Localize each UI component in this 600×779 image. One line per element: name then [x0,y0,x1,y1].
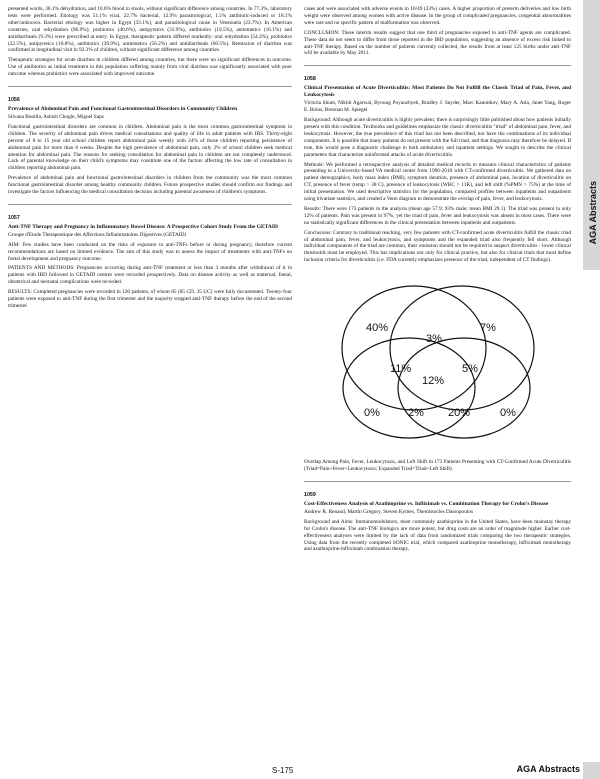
page-number: S-175 [272,766,294,775]
abstract-authors: Groupe d'Etude Therapeutique des Affections Inflammatoires Digestives (GETAID) [8,231,187,238]
abstract-body: Background: Although acute diverticulitis is highly prevalent, there is surprisingly little published about how patients initially present with this condition. Textbooks and guidelines emphasize the classic diverticulitis "triad" of abdominal pain, fever, and leukocytosis. However, the true prevalence of this triad has not been described, nor have the combinations of its individual components. It is possible that many patients do not present with the full triad, and that diagnosis may therefore be delayed. If true, this would pose a diagnostic challenge in both ambulatory and inpatient settings. We sought to describe the clinical parameters that characterize uninformed attacks of acute diverticulitis. [304,117,571,158]
right-intro-p1: cases and were associated with adverse events in 16/49 (33%) cases. A higher proportion of preterm deliveries and low birth weight were observed among women with active disease. In the group of complicated pregnancies, congenital abnormalities were rare and no specific pattern of malformation was observed. [304,6,571,26]
abstract-body: AIM: Few studies have been conducted on the risks of exposure to anti-TNFs before or during pregnancy, therefore current recommendations are based on limited evidence. The aim of this study was to assess the impact of treatments with anti-TNFs on foetal development and pregnancy outcome. [8,241,292,262]
abstract-body: Conclusions: Contrary to traditional teaching, very few patients with CT-confirmed acute diverticulitis fulfill the classic triad of abdominal pain, fever, and leukocytosis, and symptoms and the expanded triad also frequently fell short. Although individual components of the triad are common, their omission should not be required to suspect diverticulitis - lower clinical thresholds must be employed. This has implications not only for clinical practice, but also for clinical trials that must define inclusion criteria for diverticulitis (i.e. FDA currently emphasizes presence of the triad, independent of CT findings). [304,229,571,264]
venn-region-label: 2% [408,407,424,420]
abstract-number: 1057 [8,214,20,221]
abstract-number: 1058 [304,76,316,83]
venn-region-label: 7% [480,322,496,335]
venn-set-fever [390,286,534,410]
abstract-title: Prevalence of Abdominal Pain and Functional Gastrointestinal Disorders in Community Children [8,105,238,112]
page-footer [0,762,600,779]
abstract-body: Methods: We performed a retrospective analysis of detailed medical records to measure clinical characteristics of patients presenting to a University-based VA medical center from 1996-2010 with CT-confirmed diverticulitis. We gathered data on patient demographics, body mass index (BMI), symptom duration, presence of abdominal pain, location of diverticulitis on CT, presence of fever (temp > 38 C), presence of leukocytosis (WBC > 11K), and left shift (%PMN > 75%) at the time of initial presentation. We used descriptive statistics for the population, compared profiles between inpatients and outpatients using bivariate statistics, and created a Venn diagram to demonstrate the overlap of pain, fever, and leukocytosis. [304,161,571,203]
venn-region-label: 20% [448,407,471,420]
venn-set-leukocytosis [343,333,475,438]
abstract-number: 1059 [304,492,316,498]
venn-region-label: 11% [390,363,412,376]
footer-bar [583,762,600,779]
abstract-body: Functional gastrointestinal disorders are common in children. Abdominal pain is the most common gastrointestinal symptom in children. The severity of abdominal pain drives medical consultations and quality of life in adult patients with IBS. Thirty-eight percent of 8 to 15 year old school children report abdominal pain weekly with 24% of those children reporting persistence of abdominal pain for more than 8 weeks. Despite the high prevalence of abdominal pain, only 2% of school children seek medical attention for abdominal pain. The reasons for seeking consultation for abdominal pain in children are not completely understood. Lack of parental knowledge on their child's symptoms may constitute one of the factors affecting the low rate of consultation in children reporting abdominal pain. [8,123,292,172]
section-sidebar [583,0,600,270]
divider [304,481,571,482]
abstract-body: Background and Aims: Immunomodulators, most commonly azathioprine in the United States, have been mainstay therapy for Crohn's disease. The anti-TNF biologics are more potent, but drug costs are an order of magnitude higher. Earlier cost-effectiveness analyses were limited by the lack of data from randomized trials comparing the two therapeutic strategies. Using data from the recently completed SONIC trial, which compared azathioprine monotherapy, infliximab monotherapy and azathioprine-infliximab combination therapy, [304,518,571,553]
right-intro-p2: CONCLUSION: These interim results suggest that one third of pregnancies exposed to anti-TNF agents are complicated. These data do not seem to differ from those reported in the IBD population, suggesting an absence of excess risk linked to anti-TNF therapy. Based on the number of patients currently collected, the results from at least 125 births under anti-TNF will be available by May 2011. [304,29,571,57]
left-intro-p2: Therapeutic strategies for acute diarrhea in children differed among countries, but there were no significant differences in outcome. Use of antibiotics as initial treatment in this population suffering mainly from viral diarrhea was significantly associated with poor outcome whereas probiotics were associated with improved outcome. [8,57,292,78]
abstract-title: Clinical Presentation of Acute Diverticulitis: Most Patients Do Not Fulfill the Classic Triad of Pain, Fever, and Leukocytosis [304,85,571,99]
left-column [8,6,292,313]
abstract-number: 1056 [8,97,20,104]
abstract-authors: Victoria Shum, Nikhil Agarwal, Byoung Poyaozhyeh, Bradley J. Snyder, Marc Kaunitkov, Mary A. Atia, Janet Yang, Roger E. Bolus, Brennan M. Spiegel [304,100,571,114]
figure-caption: Overlap Among Pain, Fever, Leukocytosis, and Left Shift in 173 Patients Presenting with CT-Confirmed Acute Diverticulitis (Triad=Pain+Fever+Leukocytosis; Expanded Triad=Triad+Left Shift). [304,459,571,473]
venn-diagram [304,270,564,455]
venn-region-label: 0% [500,407,516,420]
left-intro-p1: presented words, 38.1% dehydration, and 10.6% blood in stools, without significant difference among countries. In 77.3%, laboratory tests were performed. Etiology was 51.1% viral, 22.7% bacterial, 12.9% parasitological, 1.5% antibiotic-induced or 18.1% other/unknown. Bacterial etiology was higher in Egypt (33.1%), and parasitological cause in Venezuela (23.7%). In American countries, oral rehydration (86.9%), probiotics (40.6%), antipyretics (33.9%), antibiotics (19.5%), antiemetics (16.1%) and antidiarrheals (9.3%) were prescribed at entry. In Egypt, therapeutic pattern differed markedly: oral rehydration (54.2%), probiotics (22.5%), antipyretics (10.8%), antibiotics (39.9%), antiemetics (56.2%) and antidiarrheals (60.5%). Remission of diarrhea was confirmed at longitudinal visit in 92.3% of children, without significant difference among countries. [8,6,292,54]
section-label: AGA Abstracts [588,180,598,244]
venn-region-label: 3% [426,333,442,346]
divider [304,65,571,66]
venn-region-label: 12% [422,375,445,388]
divider [8,86,292,87]
abstract-authors: Andrew R. Renaud, Martin Gregory, Steven Kymes, Themistocles Dassopoulos [304,508,474,515]
abstract-body: Results: There were 173 patients in the analysis (mean age 57.9; 93% male; mean BMI 29.1). The triad was present in only 12% of patients. Pain was present in 97%, yet the triad of pain, fever and leukocytosis was absent in most cases. There were no statistically significant differences in the clinical presentation between inpatients and outpatients. [304,205,571,226]
venn-shapes [304,270,564,455]
divider [8,204,292,205]
abstract-title: Anti-TNF Therapy and Pregnancy in Inflammatory Bowel Disease: A Prospective Cohort Study From the GETAID [8,223,279,230]
venn-region-label: 5% [462,363,478,376]
venn-region-label: 40% [366,322,389,335]
abstract-body: RESULTS: Completed pregnancies were recorded in 120 patients, of whom 85 (85 CD, 35 UC) were fully documented. Twenty-four patients were exposed to anti-TNF during the first trimester and the majority stopped anti-TNF therapy before the end of the second trimester. [8,289,292,309]
abstract-title: Cost-Effectiveness Analysis of Azathioprine vs. Infliximab vs. Combination Therapy for Crohn's Disease [304,500,549,507]
venn-region-label: 0% [364,407,380,420]
abstract-body: Prevalence of abdominal pain and functional gastrointestinal disorders in children from the community was the most common functional gastrointestinal disorder among healthy community children. Future prospective studies should confirm our findings and investigate the factors influencing the medical consultation decision including parental awareness of children's symptoms. [8,175,292,196]
venn-set-left-shift [398,333,530,438]
abstract-body: PATIENTS AND METHODS: Pregnancies occurring during anti-TNF treatment or less than 3 months after withdrawal of it in patients with IBD followed in GETAID centres were recorded prospectively. Data on disease activity as well as maternal, foetal, obstetrical and neonatal complications were recorded. [8,265,292,286]
journal-section: AGA Abstracts [516,764,580,774]
venn-set-pain [342,286,486,410]
right-column [304,6,571,556]
abstract-authors: Silvana Bonilla, Ashish Chogle, Miguel Saps [8,113,104,120]
